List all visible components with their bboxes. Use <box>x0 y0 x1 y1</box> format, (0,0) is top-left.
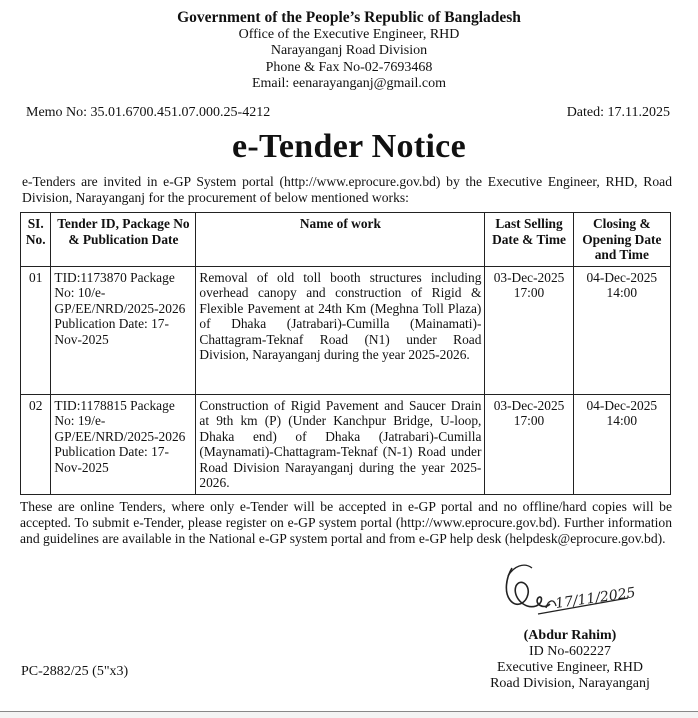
row-selling: 03-Dec-2025 17:00 <box>485 266 573 394</box>
col-header-work: Name of work <box>196 213 485 267</box>
col-header-tender: Tender ID, Package No & Publication Date <box>51 213 196 267</box>
col-header-closing: Closing & Opening Date and Time <box>573 213 670 267</box>
signature-date: 17/11/2025 <box>554 584 637 612</box>
signer-office: Road Division, Narayanganj <box>490 676 650 691</box>
table-row <box>21 394 671 495</box>
row-sl: 02 <box>21 394 51 495</box>
government-name: Government of the People’s Republic of Bangladesh <box>177 9 521 26</box>
row-work: Removal of old toll booth structures including overhead canopy and construction of Rigid & Flexible Pavement at 24th Km (Meghna Toll Plaza) of Dhaka (Jatrabari)-Cumilla (Mainamati)-Chattagram-Teknaf Road (N1) under Road Division, Narayanganj during the year 2025-2026. <box>196 266 485 394</box>
signer-block <box>470 628 670 692</box>
office-name: Office of the Executive Engineer, RHD <box>238 26 460 42</box>
table-row <box>21 266 671 394</box>
signer-id: ID No-602227 <box>528 644 612 659</box>
email: Email: eenarayanganj@gmail.com <box>251 76 447 91</box>
signer-designation: Executive Engineer, RHD <box>496 660 643 675</box>
memo-number: Memo No: 35.01.6700.451.07.000.25-4212 <box>26 105 271 120</box>
online-tender-note: These are online Tenders, where only e-Tender will be accepted in e-GP portal and no offline/hard copies will be accepted. To submit e-Tender, please register on e-GP system portal (http://www.eprocure.gov.bd). Further information and guidelines are available in the National e-GP system portal and from e-GP help desk (helpdesk@eprocure.gov.bd). <box>20 499 672 546</box>
row-closing: 04-Dec-2025 14:00 <box>573 394 670 495</box>
division-name: Narayanganj Road Division <box>270 43 428 58</box>
notice-title: e-Tender Notice <box>232 128 466 165</box>
works-table <box>20 212 671 495</box>
row-sl: 01 <box>21 266 51 394</box>
row-selling: 03-Dec-2025 17:00 <box>485 394 573 495</box>
letterhead <box>0 10 698 93</box>
row-tender: TID:1178815 Package No: 19/e-GP/EE/NRD/2025-2026 Publication Date: 17-Nov-2025 <box>51 394 196 495</box>
row-closing: 04-Dec-2025 14:00 <box>573 266 670 394</box>
memo-date: Dated: 17.11.2025 <box>566 105 670 120</box>
handwritten-signature <box>498 548 638 624</box>
signer-name: (Abdur Rahim) <box>523 628 617 643</box>
table-header-row <box>21 213 671 267</box>
col-header-sl: SI. No. <box>21 213 51 267</box>
memo-row <box>26 105 670 121</box>
phone-fax: Phone & Fax No-02-7693468 <box>265 59 433 75</box>
intro-paragraph: e-Tenders are invited in e-GP System portal (http://www.eprocure.gov.bd) by the Executive Engineer, RHD, Road Division, Narayanganj for the procurement of below mentioned works: <box>22 174 672 205</box>
pc-number: PC-2882/25 (5"x3) <box>21 664 129 679</box>
col-header-selling: Last Selling Date & Time <box>485 213 573 267</box>
row-work: Construction of Rigid Pavement and Saucer Drain at 9th km (P) (Under Kanchpur Bridge, U-loop, Dhaka end) of Dhaka (Jatrabari)-Cumilla (Maynamati)-Chattagram-Teknaf (N-1) Road under Road Division Narayanganj during the year 2025-2026. <box>196 394 485 495</box>
row-tender: TID:1173870 Package No: 10/e-GP/EE/NRD/2025-2026 Publication Date: 17-Nov-2025 <box>51 266 196 394</box>
